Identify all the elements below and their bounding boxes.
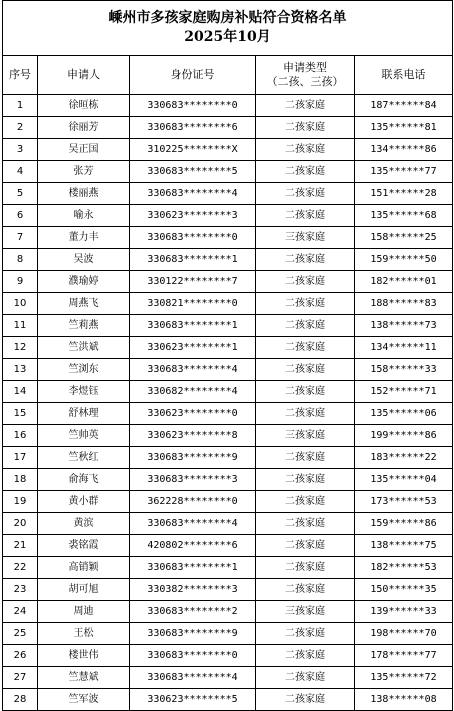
header-id-number: 身份证号 (130, 56, 256, 95)
cell-id-number: 330683********0 (130, 95, 256, 117)
cell-phone: 135******04 (355, 469, 453, 491)
eligibility-list-sheet (2, 0, 452, 711)
cell-id-number: 330683********5 (130, 161, 256, 183)
table-row (3, 513, 453, 535)
cell-phone: 199******86 (355, 425, 453, 447)
cell-phone: 178******77 (355, 645, 453, 667)
cell-index: 24 (3, 601, 38, 623)
cell-index: 16 (3, 425, 38, 447)
header-type (256, 56, 355, 95)
cell-applicant: 竺浏东 (38, 359, 130, 381)
cell-index: 5 (3, 183, 38, 205)
cell-phone: 151******28 (355, 183, 453, 205)
cell-id-number: 310225********X (130, 139, 256, 161)
cell-applicant: 周燕飞 (38, 293, 130, 315)
cell-phone: 138******08 (355, 689, 453, 711)
cell-index: 2 (3, 117, 38, 139)
cell-applicant: 竺军波 (38, 689, 130, 711)
cell-applicant: 舒林理 (38, 403, 130, 425)
cell-id-number: 330821********0 (130, 293, 256, 315)
cell-index: 19 (3, 491, 38, 513)
cell-applicant: 竺洪斌 (38, 337, 130, 359)
cell-id-number: 330623********3 (130, 205, 256, 227)
cell-id-number: 420802********6 (130, 535, 256, 557)
cell-phone: 182******53 (355, 557, 453, 579)
cell-phone: 173******53 (355, 491, 453, 513)
cell-id-number: 330683********0 (130, 645, 256, 667)
cell-index: 10 (3, 293, 38, 315)
cell-phone: 183******22 (355, 447, 453, 469)
cell-id-number: 330683********1 (130, 557, 256, 579)
cell-phone: 138******73 (355, 315, 453, 337)
cell-phone: 198******70 (355, 623, 453, 645)
cell-applicant: 董力丰 (38, 227, 130, 249)
cell-applicant: 李煜钰 (38, 381, 130, 403)
table-row (3, 117, 453, 139)
cell-applicant: 吴正国 (38, 139, 130, 161)
cell-phone: 138******75 (355, 535, 453, 557)
cell-index: 6 (3, 205, 38, 227)
cell-id-number: 330683********6 (130, 117, 256, 139)
cell-applicant: 竺莉燕 (38, 315, 130, 337)
cell-applicant: 徐晅栋 (38, 95, 130, 117)
cell-index: 8 (3, 249, 38, 271)
cell-type: 三孩家庭 (256, 227, 355, 249)
cell-phone: 152******71 (355, 381, 453, 403)
cell-type: 二孩家庭 (256, 293, 355, 315)
cell-type: 二孩家庭 (256, 513, 355, 535)
header-type-line1: 申请类型 (283, 61, 327, 74)
cell-id-number: 330683********0 (130, 227, 256, 249)
cell-type: 二孩家庭 (256, 359, 355, 381)
cell-applicant: 濮瑜婷 (38, 271, 130, 293)
cell-applicant: 高销颖 (38, 557, 130, 579)
cell-id-number: 330623********1 (130, 337, 256, 359)
cell-id-number: 330683********4 (130, 667, 256, 689)
cell-applicant: 周迪 (38, 601, 130, 623)
cell-type: 二孩家庭 (256, 403, 355, 425)
cell-type: 二孩家庭 (256, 161, 355, 183)
cell-applicant: 王松 (38, 623, 130, 645)
cell-index: 27 (3, 667, 38, 689)
cell-phone: 135******81 (355, 117, 453, 139)
cell-applicant: 楼丽燕 (38, 183, 130, 205)
cell-index: 14 (3, 381, 38, 403)
cell-index: 18 (3, 469, 38, 491)
cell-phone: 135******72 (355, 667, 453, 689)
cell-type: 二孩家庭 (256, 139, 355, 161)
table-row (3, 337, 453, 359)
cell-applicant: 竺慧斌 (38, 667, 130, 689)
table-row (3, 271, 453, 293)
cell-type: 二孩家庭 (256, 315, 355, 337)
table-row (3, 139, 453, 161)
cell-id-number: 330683********2 (130, 601, 256, 623)
cell-index: 12 (3, 337, 38, 359)
title-line-main: 嵊州市多孩家庭购房补贴符合资格名单 (108, 10, 347, 26)
table-row (3, 557, 453, 579)
cell-phone: 135******06 (355, 403, 453, 425)
cell-type: 二孩家庭 (256, 183, 355, 205)
cell-index: 9 (3, 271, 38, 293)
table-row (3, 183, 453, 205)
cell-phone: 134******86 (355, 139, 453, 161)
cell-phone: 187******84 (355, 95, 453, 117)
cell-type: 二孩家庭 (256, 469, 355, 491)
table-row (3, 469, 453, 491)
table-row (3, 227, 453, 249)
cell-phone: 188******83 (355, 293, 453, 315)
cell-index: 22 (3, 557, 38, 579)
cell-applicant: 徐丽芳 (38, 117, 130, 139)
cell-type: 二孩家庭 (256, 689, 355, 711)
table-row (3, 601, 453, 623)
cell-index: 3 (3, 139, 38, 161)
eligibility-table (2, 0, 453, 711)
cell-type: 二孩家庭 (256, 557, 355, 579)
cell-type: 二孩家庭 (256, 535, 355, 557)
table-row (3, 315, 453, 337)
header-phone: 联系电话 (355, 56, 453, 95)
document-title (3, 1, 453, 56)
cell-phone: 135******77 (355, 161, 453, 183)
cell-applicant: 俞海飞 (38, 469, 130, 491)
table-row (3, 293, 453, 315)
cell-applicant: 竺帅英 (38, 425, 130, 447)
cell-phone: 158******33 (355, 359, 453, 381)
cell-index: 7 (3, 227, 38, 249)
cell-phone: 159******86 (355, 513, 453, 535)
cell-type: 三孩家庭 (256, 601, 355, 623)
table-row (3, 447, 453, 469)
table-body (3, 95, 453, 711)
cell-applicant: 黄滨 (38, 513, 130, 535)
cell-applicant: 黄小群 (38, 491, 130, 513)
cell-type: 二孩家庭 (256, 579, 355, 601)
cell-index: 21 (3, 535, 38, 557)
cell-type: 二孩家庭 (256, 623, 355, 645)
cell-index: 1 (3, 95, 38, 117)
table-row (3, 403, 453, 425)
cell-type: 二孩家庭 (256, 271, 355, 293)
cell-id-number: 330683********4 (130, 183, 256, 205)
cell-id-number: 330682********4 (130, 381, 256, 403)
cell-phone: 135******68 (355, 205, 453, 227)
header-applicant: 申请人 (38, 56, 130, 95)
cell-index: 4 (3, 161, 38, 183)
cell-index: 17 (3, 447, 38, 469)
cell-type: 二孩家庭 (256, 249, 355, 271)
cell-type: 二孩家庭 (256, 337, 355, 359)
cell-index: 28 (3, 689, 38, 711)
cell-index: 13 (3, 359, 38, 381)
cell-applicant: 竺秋红 (38, 447, 130, 469)
column-header-row (3, 56, 453, 95)
table-row (3, 623, 453, 645)
cell-index: 23 (3, 579, 38, 601)
cell-applicant: 楼世伟 (38, 645, 130, 667)
cell-id-number: 330122********7 (130, 271, 256, 293)
cell-applicant: 张芳 (38, 161, 130, 183)
cell-type: 三孩家庭 (256, 425, 355, 447)
cell-type: 二孩家庭 (256, 95, 355, 117)
cell-index: 11 (3, 315, 38, 337)
cell-index: 15 (3, 403, 38, 425)
cell-applicant: 胡可旭 (38, 579, 130, 601)
table-row (3, 579, 453, 601)
cell-id-number: 330683********1 (130, 315, 256, 337)
cell-id-number: 330382********3 (130, 579, 256, 601)
cell-id-number: 330623********8 (130, 425, 256, 447)
table-row (3, 249, 453, 271)
cell-phone: 134******11 (355, 337, 453, 359)
cell-type: 二孩家庭 (256, 491, 355, 513)
cell-index: 20 (3, 513, 38, 535)
cell-id-number: 330683********1 (130, 249, 256, 271)
title-row (3, 1, 453, 56)
header-type-line2: （二孩、三孩） (266, 75, 344, 88)
cell-id-number: 330683********9 (130, 447, 256, 469)
table-row (3, 667, 453, 689)
cell-phone: 139******33 (355, 601, 453, 623)
cell-type: 二孩家庭 (256, 447, 355, 469)
header-index: 序号 (3, 56, 38, 95)
cell-type: 二孩家庭 (256, 117, 355, 139)
cell-type: 二孩家庭 (256, 667, 355, 689)
cell-id-number: 330683********3 (130, 469, 256, 491)
cell-index: 26 (3, 645, 38, 667)
cell-id-number: 330623********0 (130, 403, 256, 425)
cell-phone: 159******50 (355, 249, 453, 271)
table-row (3, 645, 453, 667)
table-row (3, 95, 453, 117)
table-row (3, 381, 453, 403)
cell-id-number: 362228********0 (130, 491, 256, 513)
cell-applicant: 吴波 (38, 249, 130, 271)
table-row (3, 689, 453, 711)
cell-type: 二孩家庭 (256, 381, 355, 403)
cell-type: 二孩家庭 (256, 205, 355, 227)
cell-id-number: 330683********4 (130, 513, 256, 535)
cell-index: 25 (3, 623, 38, 645)
cell-phone: 182******01 (355, 271, 453, 293)
cell-applicant: 喻永 (38, 205, 130, 227)
table-row (3, 491, 453, 513)
cell-type: 二孩家庭 (256, 645, 355, 667)
table-row (3, 425, 453, 447)
cell-id-number: 330623********5 (130, 689, 256, 711)
table-row (3, 359, 453, 381)
cell-applicant: 裘铭霞 (38, 535, 130, 557)
table-row (3, 161, 453, 183)
title-line-date: 2025年10月 (184, 29, 271, 45)
cell-id-number: 330683********4 (130, 359, 256, 381)
table-row (3, 535, 453, 557)
cell-phone: 158******25 (355, 227, 453, 249)
table-row (3, 205, 453, 227)
cell-phone: 150******35 (355, 579, 453, 601)
cell-id-number: 330683********9 (130, 623, 256, 645)
